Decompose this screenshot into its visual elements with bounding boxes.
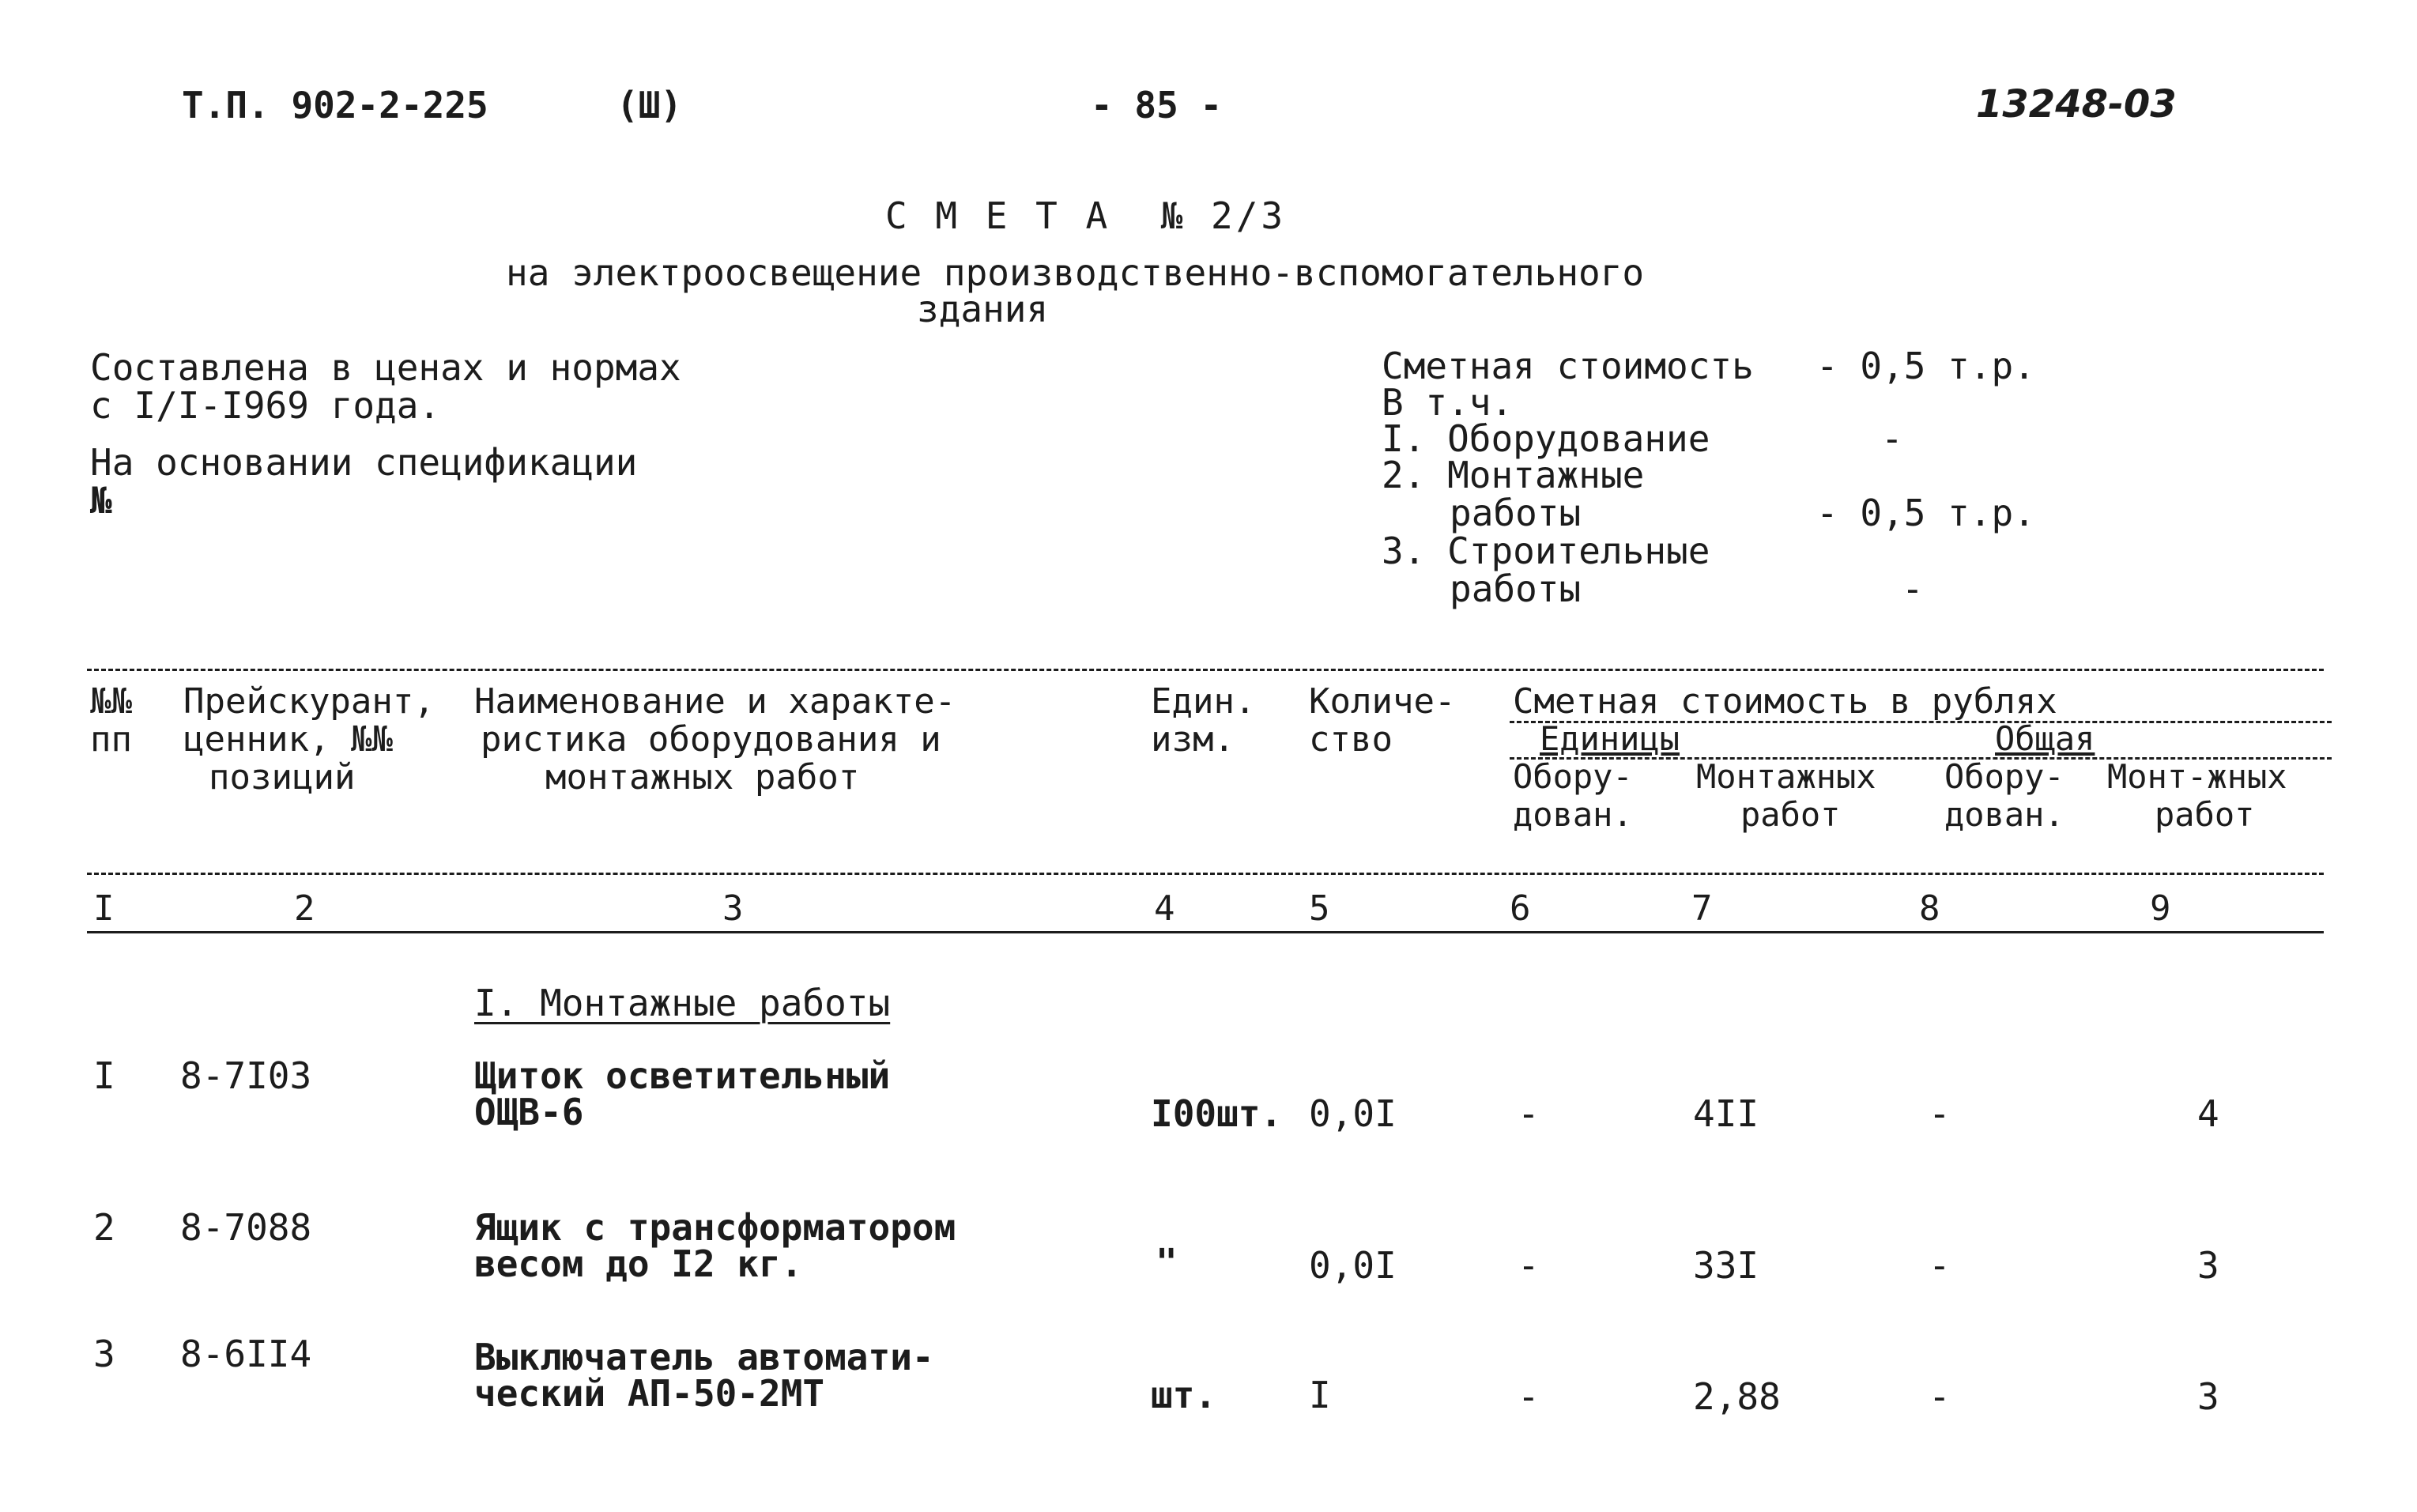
table-row-2-equip-unit: - <box>1518 1244 1540 1287</box>
sheet-code: 13248-03 <box>1976 82 2177 126</box>
specification-basis-line1: На основании спецификации <box>90 441 638 484</box>
table-row-1-install-total: 4 <box>2197 1092 2219 1135</box>
table-row-3-equip-unit: - <box>1518 1375 1540 1418</box>
table-row-1-name-line2: ОЩВ-6 <box>474 1091 584 1133</box>
section-title: I. Монтажные работы <box>474 982 891 1024</box>
construction-value: - <box>1902 567 1924 610</box>
doc-variant: (Ш) <box>617 84 683 126</box>
col-number-8: 8 <box>1919 888 1940 929</box>
table-row-3-qty: I <box>1309 1374 1331 1416</box>
table-row-1-code: 8-7I03 <box>180 1054 312 1097</box>
estimate-subtitle-line1: на электроосвещение производственно-вспомогательного <box>506 251 1645 294</box>
col-number-9: 9 <box>2150 888 2171 929</box>
including-label: В т.ч. <box>1382 381 1514 424</box>
col-number-5: 5 <box>1309 888 1330 929</box>
header-col2-line3: позиций <box>209 757 356 797</box>
table-row-3-install-unit: 2,88 <box>1693 1375 1781 1418</box>
header-col8-line1: Обору- <box>1944 757 2064 796</box>
table-row-2-num: 2 <box>93 1206 115 1249</box>
table-row-3-name-line2: ческий АП-50-2МТ <box>474 1372 825 1415</box>
table-row-1-num: I <box>93 1054 115 1097</box>
equipment-label: I. Оборудование <box>1382 417 1710 460</box>
estimate-title: С М Е Т А № 2/3 <box>885 194 1287 237</box>
table-row-3-num: 3 <box>93 1333 115 1375</box>
table-row-1-unit: I00шт. <box>1151 1092 1283 1135</box>
page-number: - 85 - <box>1091 84 1223 126</box>
table-row-3-unit: шт. <box>1151 1374 1217 1416</box>
table-row-2-name-line1: Ящик с трансформатором <box>474 1206 956 1249</box>
table-row-2-install-unit: 33I <box>1693 1244 1759 1287</box>
header-col2-line2: ценник, №№ <box>183 719 393 760</box>
header-col3-line3: монтажных работ <box>545 757 860 797</box>
pricing-basis-line1: Составлена в ценах и нормах <box>90 346 681 389</box>
header-col6-line1: Обору- <box>1513 757 1633 796</box>
col-number-6: 6 <box>1510 888 1531 929</box>
doc-code: Т.П. 902-2-225 <box>182 84 488 126</box>
column-numbers-rule <box>87 931 2324 933</box>
table-row-2-name-line2: весом до I2 кг. <box>474 1242 803 1285</box>
table-row-3-equip-total: - <box>1929 1375 1951 1418</box>
specification-basis-line2: № <box>90 479 112 522</box>
header-cost-group: Сметная стоимость в рублях <box>1513 681 2057 722</box>
header-total-group: Общая <box>1995 719 2095 758</box>
header-col2-line1: Прейскурант, <box>183 681 435 722</box>
table-row-3-install-total: 3 <box>2197 1375 2219 1418</box>
header-col4-line2: изм. <box>1151 719 1235 760</box>
header-col9-line2: работ <box>2155 795 2255 834</box>
installation-label-line1: 2. Монтажные <box>1382 454 1645 496</box>
col-number-3: 3 <box>722 888 744 929</box>
header-col3-line1: Наименование и характе- <box>474 681 956 722</box>
table-top-rule <box>87 669 2324 671</box>
header-col1-line1: №№ <box>90 681 132 722</box>
table-row-3-name-line1: Выключатель автомати- <box>474 1336 934 1378</box>
installation-label-line2: работы <box>1450 492 1582 534</box>
header-col4-line1: Един. <box>1151 681 1256 722</box>
header-col7-line2: работ <box>1740 795 1841 834</box>
construction-label-line2: работы <box>1450 567 1582 610</box>
estimated-cost-label: Сметная стоимость <box>1382 345 1754 387</box>
table-row-1-equip-total: - <box>1929 1092 1951 1135</box>
table-row-2-equip-total: - <box>1929 1244 1951 1287</box>
estimate-subtitle-line2: здания <box>917 288 1049 330</box>
table-row-2-qty: 0,0I <box>1309 1244 1397 1287</box>
table-row-2-unit: " <box>1156 1241 1178 1284</box>
header-col8-line2: дован. <box>1944 795 2064 834</box>
header-col5-line2: ство <box>1309 719 1393 760</box>
header-col3-line2: ристика оборудования и <box>481 719 941 760</box>
table-row-1-equip-unit: - <box>1518 1092 1540 1135</box>
installation-value: - 0,5 т.р. <box>1816 492 2035 534</box>
estimated-cost-value: - 0,5 т.р. <box>1816 345 2035 387</box>
col-number-1: I <box>93 888 115 929</box>
pricing-basis-line2: с I/I-I969 года. <box>90 384 441 427</box>
header-unit-group: Единицы <box>1540 719 1680 758</box>
header-col9-line1: Монт-жных <box>2107 757 2287 796</box>
construction-label-line1: 3. Строительные <box>1382 530 1710 572</box>
col-number-2: 2 <box>294 888 315 929</box>
header-col5-line1: Количе- <box>1309 681 1456 722</box>
header-bottom-rule <box>87 873 2324 875</box>
col-number-4: 4 <box>1154 888 1175 929</box>
table-row-3-code: 8-6II4 <box>180 1333 312 1375</box>
table-row-2-install-total: 3 <box>2197 1244 2219 1287</box>
col-number-7: 7 <box>1691 888 1713 929</box>
header-col1-line2: пп <box>90 719 132 760</box>
equipment-value: - <box>1881 417 1903 460</box>
table-row-2-code: 8-7088 <box>180 1206 312 1249</box>
header-col7-line1: Монтажных <box>1696 757 1876 796</box>
header-col6-line2: дован. <box>1513 795 1633 834</box>
table-row-1-install-unit: 4II <box>1693 1092 1759 1135</box>
table-row-1-name-line1: Щиток осветительный <box>474 1054 891 1097</box>
table-row-1-qty: 0,0I <box>1309 1092 1397 1135</box>
